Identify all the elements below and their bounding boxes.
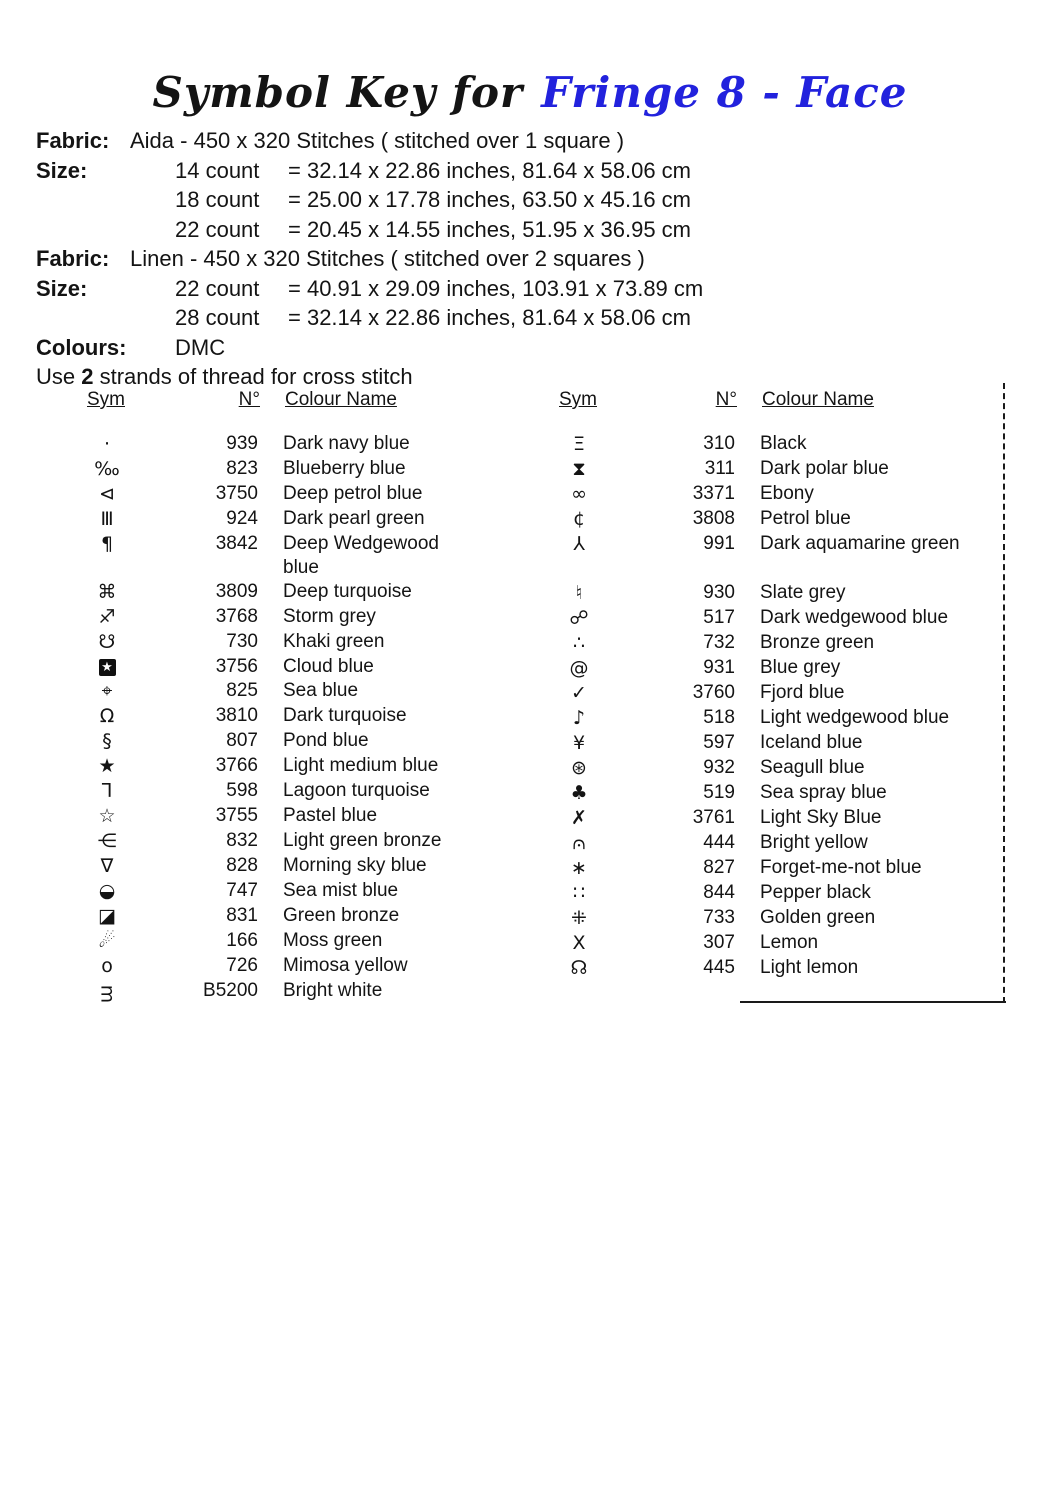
count-value: 14 count bbox=[175, 157, 260, 183]
dmc-number: 831 bbox=[226, 905, 258, 926]
header-sym: Sym bbox=[87, 389, 125, 410]
colour-name: Dark turquoise bbox=[283, 705, 407, 726]
key-column-left bbox=[85, 388, 555, 1004]
symbol-glyph: ⩀ bbox=[572, 832, 586, 854]
symbol-glyph: ‰ bbox=[94, 458, 120, 480]
dmc-number: 730 bbox=[226, 631, 258, 652]
colour-name: Sea blue bbox=[283, 680, 359, 701]
size-line bbox=[36, 274, 936, 304]
colour-name: Lagoon turquoise bbox=[283, 780, 430, 801]
symbol-glyph: ⌖ bbox=[101, 680, 113, 702]
symbol-glyph: ♣ bbox=[570, 782, 588, 804]
colour-name: Sea spray blue bbox=[760, 782, 887, 803]
symbol-glyph: Ⅲ bbox=[100, 508, 114, 530]
dmc-number: 3842 bbox=[215, 533, 258, 554]
colours-line bbox=[36, 333, 936, 363]
size-line bbox=[36, 215, 936, 245]
colour-name: Sea mist blue bbox=[283, 880, 399, 901]
symbol-glyph: ✓ bbox=[571, 682, 587, 704]
key-row bbox=[85, 979, 555, 1004]
colour-name: Light green bronze bbox=[283, 830, 442, 851]
symbol-glyph: ¥ bbox=[572, 732, 586, 754]
fabric-label: Fabric: bbox=[36, 128, 110, 153]
colour-name: Pond blue bbox=[283, 730, 369, 751]
dimensions-value: = 20.45 x 14.55 inches, 51.95 x 36.95 cm bbox=[288, 216, 691, 242]
symbol-glyph: ☍ bbox=[569, 607, 589, 629]
symbol-glyph: ∗ bbox=[571, 857, 587, 879]
colour-name: Mimosa yellow bbox=[283, 955, 408, 976]
key-row bbox=[85, 854, 555, 879]
colour-name: Bronze green bbox=[760, 632, 875, 653]
symbol-glyph: ⅄ bbox=[573, 533, 585, 555]
key-row bbox=[85, 729, 555, 754]
symbol-glyph: ☆ bbox=[98, 805, 116, 827]
dmc-number: 518 bbox=[703, 707, 735, 728]
key-row bbox=[557, 432, 1005, 457]
size-label: Size: bbox=[36, 157, 88, 183]
key-row bbox=[85, 457, 555, 482]
symbol-glyph: ♪ bbox=[572, 707, 586, 729]
key-row bbox=[557, 756, 1005, 781]
symbol-glyph: ⅂ bbox=[101, 780, 113, 802]
symbol-glyph: ♐ bbox=[98, 606, 116, 628]
dmc-number: 3371 bbox=[692, 483, 735, 504]
symbol-glyph: ☋ bbox=[98, 631, 116, 653]
dmc-number: 310 bbox=[703, 433, 735, 454]
colour-name: Iceland blue bbox=[760, 732, 863, 753]
key-row bbox=[85, 704, 555, 729]
size-label: Size: bbox=[36, 275, 88, 301]
symbol-glyph: Ω bbox=[99, 705, 115, 727]
dmc-number: 519 bbox=[703, 782, 735, 803]
colours-label: Colours: bbox=[36, 334, 127, 360]
symbol-glyph: Ξ bbox=[572, 433, 585, 455]
colour-name: Light wedgewood blue bbox=[760, 707, 950, 728]
key-row bbox=[557, 806, 1005, 831]
fabric-line-linen bbox=[36, 244, 936, 274]
key-row bbox=[557, 931, 1005, 956]
key-row bbox=[557, 781, 1005, 806]
count-value: 22 count bbox=[175, 216, 260, 242]
colour-name: Pepper black bbox=[760, 882, 871, 903]
symbol-glyph: ⌘ bbox=[97, 581, 117, 603]
colour-name: Morning sky blue bbox=[283, 855, 427, 876]
symbol-glyph: ¢ bbox=[572, 508, 586, 530]
key-row bbox=[557, 706, 1005, 731]
fabric-value: Aida - 450 x 320 Stitches ( stitched over 1 square ) bbox=[130, 128, 625, 153]
colour-name: Green bronze bbox=[283, 905, 400, 926]
size-line bbox=[36, 185, 936, 215]
colour-name: Deep turquoise bbox=[283, 581, 412, 602]
dimensions-value: = 32.14 x 22.86 inches, 81.64 x 58.06 cm bbox=[288, 157, 691, 183]
dmc-number: 166 bbox=[226, 930, 258, 951]
dmc-number: 823 bbox=[226, 458, 258, 479]
key-row bbox=[557, 856, 1005, 881]
colour-name: Petrol blue bbox=[760, 508, 851, 529]
key-row bbox=[557, 681, 1005, 706]
key-row bbox=[557, 507, 1005, 532]
key-row bbox=[85, 507, 555, 532]
key-row bbox=[85, 879, 555, 904]
page-title bbox=[0, 68, 1060, 117]
key-row bbox=[85, 679, 555, 704]
header-colour-name: Colour Name bbox=[762, 389, 874, 410]
dmc-number: 3761 bbox=[692, 807, 735, 828]
key-row bbox=[557, 906, 1005, 931]
key-column-right bbox=[557, 388, 1005, 981]
key-row bbox=[85, 779, 555, 804]
strands-note: Use 2 strands of thread for cross stitch bbox=[36, 364, 413, 389]
colour-name: Light Sky Blue bbox=[760, 807, 882, 828]
colour-name: Dark navy blue bbox=[283, 433, 410, 454]
dmc-number: 3755 bbox=[215, 805, 258, 826]
colour-name: Forget-me-not blue bbox=[760, 857, 922, 878]
table-bottom-border bbox=[740, 1001, 1006, 1003]
dmc-number: 3756 bbox=[215, 656, 258, 677]
colour-name: Lemon bbox=[760, 932, 819, 953]
colour-name: Dark wedgewood blue bbox=[760, 607, 949, 628]
fabric-line-aida bbox=[36, 126, 936, 156]
dmc-number: 445 bbox=[703, 957, 735, 978]
header-number: N° bbox=[238, 389, 260, 410]
key-row bbox=[85, 532, 555, 580]
header-number: N° bbox=[715, 389, 737, 410]
key-row bbox=[557, 606, 1005, 631]
table-right-border bbox=[1003, 383, 1005, 1003]
symbol-glyph: ⊲ bbox=[99, 483, 115, 505]
dmc-number: 3766 bbox=[215, 755, 258, 776]
dmc-number: 828 bbox=[226, 855, 258, 876]
fabric-value: Linen - 450 x 320 Stitches ( stitched over 2 squares ) bbox=[130, 246, 645, 271]
symbol-glyph: ◒ bbox=[98, 880, 116, 902]
symbol-glyph: ¶ bbox=[100, 533, 114, 555]
symbol-glyph: ☄ bbox=[98, 930, 116, 952]
dmc-number: 832 bbox=[226, 830, 258, 851]
dmc-number: 598 bbox=[226, 780, 258, 801]
key-row bbox=[557, 631, 1005, 656]
fabric-label: Fabric: bbox=[36, 246, 110, 271]
dmc-number: 932 bbox=[703, 757, 735, 778]
colour-name: Blue grey bbox=[760, 657, 841, 678]
symbol-glyph: ∞ bbox=[571, 483, 587, 505]
colour-name: Ebony bbox=[760, 483, 814, 504]
header-sym: Sym bbox=[559, 389, 597, 410]
symbol-glyph: ∴ bbox=[572, 632, 586, 654]
dmc-number: 311 bbox=[704, 458, 735, 479]
header-colour-name: Colour Name bbox=[285, 389, 397, 410]
dmc-number: 3760 bbox=[692, 682, 735, 703]
colour-name: Seagull blue bbox=[760, 757, 865, 778]
colour-name: Cloud blue bbox=[283, 656, 374, 677]
key-row bbox=[85, 482, 555, 507]
colour-name: Dark polar blue bbox=[760, 458, 889, 479]
dmc-number: 844 bbox=[703, 882, 735, 903]
key-row bbox=[557, 532, 1005, 557]
colour-name: Storm grey bbox=[283, 606, 376, 627]
colour-name: Black bbox=[760, 433, 807, 454]
symbol-glyph: ᴟ bbox=[100, 980, 114, 1002]
key-row bbox=[85, 432, 555, 457]
dmc-number: 3808 bbox=[692, 508, 735, 529]
colour-name: Fjord blue bbox=[760, 682, 845, 703]
key-row bbox=[85, 954, 555, 979]
count-value: 28 count bbox=[175, 305, 260, 330]
colour-name: Bright white bbox=[283, 980, 383, 1001]
strand-count: 2 bbox=[81, 364, 94, 389]
colour-name: Moss green bbox=[283, 930, 383, 951]
colour-name: Slate grey bbox=[760, 582, 846, 603]
key-row bbox=[557, 482, 1005, 507]
dimensions-value: = 32.14 x 22.86 inches, 81.64 x 58.06 cm bbox=[288, 305, 691, 330]
key-row bbox=[557, 831, 1005, 856]
dmc-number: 3768 bbox=[215, 606, 258, 627]
dmc-number: 939 bbox=[226, 433, 258, 454]
symbol-glyph: X bbox=[572, 932, 586, 954]
key-row bbox=[85, 929, 555, 954]
symbol-glyph: ⧗ bbox=[572, 458, 586, 480]
symbol-glyph: § bbox=[102, 730, 112, 752]
symbol-glyph: ⁜ bbox=[571, 907, 587, 929]
key-row bbox=[85, 754, 555, 779]
key-row bbox=[85, 804, 555, 829]
dmc-number: 827 bbox=[703, 857, 735, 878]
dmc-number: 3750 bbox=[215, 483, 258, 504]
colour-name: Light medium blue bbox=[283, 755, 439, 776]
dmc-number: B5200 bbox=[203, 980, 258, 1001]
symbol-glyph: ☊ bbox=[570, 957, 588, 979]
fabric-specs bbox=[36, 126, 936, 392]
key-row bbox=[557, 731, 1005, 756]
symbol-glyph: ✗ bbox=[571, 807, 587, 829]
key-row bbox=[85, 904, 555, 929]
colour-name: Bright yellow bbox=[760, 832, 868, 853]
dmc-number: 930 bbox=[703, 582, 735, 603]
colour-name: Golden green bbox=[760, 907, 876, 928]
colour-name: Light lemon bbox=[760, 957, 859, 978]
dmc-number: 3809 bbox=[215, 581, 258, 602]
key-row bbox=[557, 881, 1005, 906]
dmc-number: 733 bbox=[703, 907, 735, 928]
dmc-number: 597 bbox=[703, 732, 735, 753]
symbol-glyph: ♮ bbox=[575, 582, 583, 604]
dmc-number: 732 bbox=[703, 632, 735, 653]
dmc-number: 307 bbox=[703, 932, 735, 953]
key-row bbox=[85, 580, 555, 605]
symbol-glyph: ★ bbox=[98, 755, 116, 777]
symbol-glyph: · bbox=[103, 433, 111, 455]
colour-name: Deep Wedgewood blue bbox=[283, 533, 439, 578]
dmc-number: 924 bbox=[226, 508, 258, 529]
title-prefix: Symbol Key for bbox=[152, 68, 524, 117]
symbol-glyph: ⊛ bbox=[571, 757, 587, 779]
key-table-header bbox=[85, 388, 555, 412]
count-value: 22 count bbox=[175, 275, 260, 301]
colour-name: Deep petrol blue bbox=[283, 483, 423, 504]
key-table-header bbox=[557, 388, 1005, 412]
dimensions-value: = 25.00 x 17.78 inches, 63.50 x 45.16 cm bbox=[288, 187, 691, 212]
dmc-number: 825 bbox=[226, 680, 258, 701]
dmc-number: 726 bbox=[226, 955, 258, 976]
dmc-number: 517 bbox=[703, 607, 735, 628]
key-row bbox=[85, 605, 555, 630]
key-row bbox=[85, 630, 555, 655]
dmc-number: 3810 bbox=[215, 705, 258, 726]
key-row bbox=[85, 829, 555, 854]
count-value: 18 count bbox=[175, 187, 260, 212]
colour-name: Blueberry blue bbox=[283, 458, 406, 479]
key-row bbox=[557, 581, 1005, 606]
size-line bbox=[36, 303, 936, 333]
symbol-glyph: o bbox=[101, 955, 113, 977]
colours-value: DMC bbox=[175, 334, 226, 360]
dmc-number: 931 bbox=[703, 657, 735, 678]
colour-name: Pastel blue bbox=[283, 805, 378, 826]
size-line bbox=[36, 156, 936, 186]
key-row bbox=[557, 956, 1005, 981]
key-row bbox=[85, 655, 555, 679]
symbol-glyph: ∷ bbox=[572, 882, 586, 904]
symbol-glyph: @ bbox=[569, 657, 589, 679]
key-row bbox=[557, 656, 1005, 681]
dmc-number: 991 bbox=[703, 533, 735, 554]
title-pattern-name: Fringe 8 - Face bbox=[541, 68, 908, 117]
dmc-number: 807 bbox=[226, 730, 258, 751]
colour-name: Dark pearl green bbox=[283, 508, 425, 529]
symbol-glyph: ★ bbox=[99, 659, 116, 676]
symbol-glyph: ∇ bbox=[100, 855, 114, 877]
colour-name: Dark aquamarine green bbox=[760, 533, 960, 554]
key-row bbox=[557, 457, 1005, 482]
symbol-glyph: ⋲ bbox=[97, 830, 117, 852]
dimensions-value: = 40.91 x 29.09 inches, 103.91 x 73.89 cm bbox=[288, 275, 704, 301]
key-row bbox=[557, 557, 1005, 581]
dmc-number: 444 bbox=[703, 832, 735, 853]
colour-name: Khaki green bbox=[283, 631, 385, 652]
symbol-glyph: ◪ bbox=[98, 905, 116, 927]
dmc-number: 747 bbox=[226, 880, 258, 901]
